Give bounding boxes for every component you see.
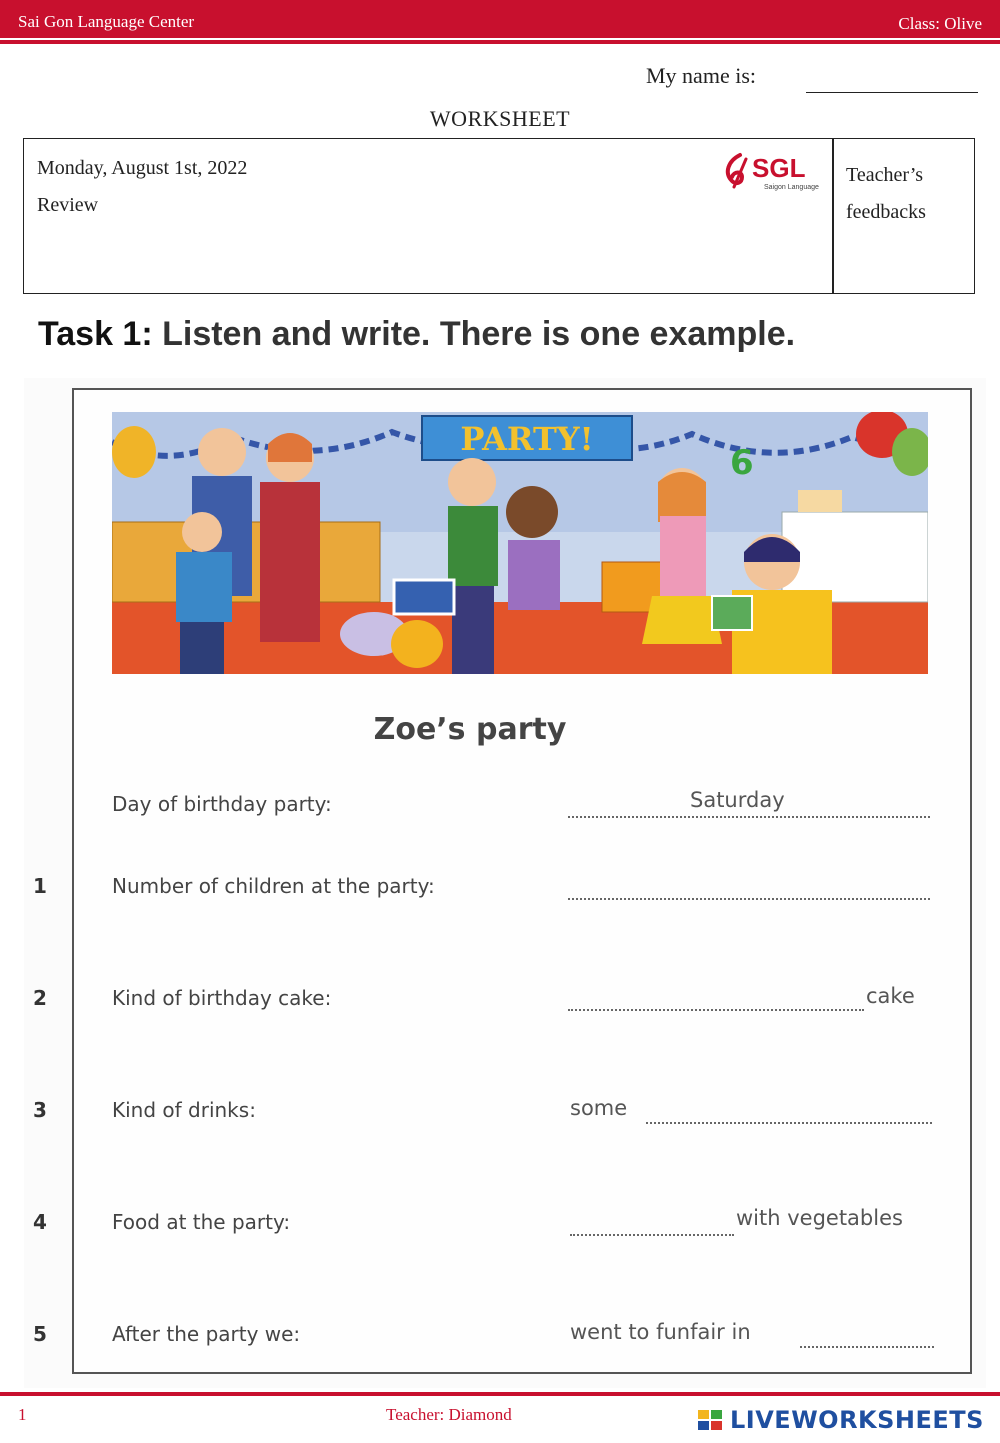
logo-text: SGL — [752, 153, 806, 183]
feedback-label-line-2: feedbacks — [846, 201, 926, 223]
row-label-2: Kind of birthday cake: — [112, 986, 332, 1010]
row-label-1: Number of children at the party: — [112, 874, 435, 898]
task-heading — [38, 315, 795, 354]
task-label: Task 1: — [38, 315, 153, 353]
banner-text: PARTY! — [460, 420, 594, 458]
answer-example: Saturday — [690, 788, 785, 812]
row-label-example: Day of birthday party: — [112, 792, 332, 816]
center-name: Sai Gon Language Center — [18, 12, 195, 31]
row-label-4: Food at the party: — [112, 1210, 291, 1234]
name-label: My name is: — [646, 63, 756, 88]
name-blank-line[interactable] — [806, 92, 978, 93]
liveworksheets-icon — [698, 1410, 724, 1432]
answer-prefix-3: some — [570, 1096, 628, 1120]
party-illustration — [112, 412, 928, 674]
class-label: Class: Olive — [898, 14, 982, 33]
answer-suffix-4: with vegetables — [736, 1206, 903, 1230]
liveworksheets-text: LIVEWORKSHEETS — [730, 1406, 984, 1434]
header-rule — [0, 40, 1000, 44]
worksheet-title: WORKSHEET — [429, 106, 571, 131]
feedback-label-line-1: Teacher’s — [846, 164, 924, 186]
feedback-label — [846, 157, 970, 231]
row-number-4: 4 — [33, 1210, 47, 1234]
lesson-date: Monday, August 1st, 2022 — [37, 157, 248, 179]
balloon-number: 6 — [730, 443, 754, 483]
row-number-3: 3 — [33, 1098, 47, 1122]
party-title: Zoe’s party — [373, 712, 567, 747]
info-table — [23, 138, 975, 294]
row-label-3: Kind of drinks: — [112, 1098, 256, 1122]
row-number-1: 1 — [33, 874, 47, 898]
logo-subtext: Saigon Language — [764, 184, 819, 191]
page-number: 1 — [18, 1405, 27, 1424]
task-instruction: Listen and write. There is one example. — [162, 315, 796, 353]
row-number-5: 5 — [33, 1322, 47, 1346]
row-number-2: 2 — [33, 986, 47, 1010]
sgl-logo — [720, 147, 830, 197]
header-bar — [0, 0, 1000, 38]
answer-field-5[interactable] — [800, 1346, 934, 1348]
footer-rule — [0, 1392, 1000, 1396]
answer-field-4[interactable] — [570, 1234, 734, 1236]
lesson-topic: Review — [37, 194, 99, 216]
answer-prefix-5: went to funfair in — [570, 1320, 751, 1344]
feedback-divider — [832, 139, 834, 293]
answer-line-example — [568, 816, 930, 818]
answer-suffix-2: cake — [866, 984, 915, 1008]
answer-field-1[interactable] — [568, 898, 930, 900]
row-label-5: After the party we: — [112, 1322, 301, 1346]
answer-field-3[interactable] — [646, 1122, 932, 1124]
teacher-name: Teacher: Diamond — [386, 1405, 512, 1424]
liveworksheets-logo[interactable] — [696, 1404, 996, 1438]
answer-field-2[interactable] — [568, 1009, 864, 1011]
